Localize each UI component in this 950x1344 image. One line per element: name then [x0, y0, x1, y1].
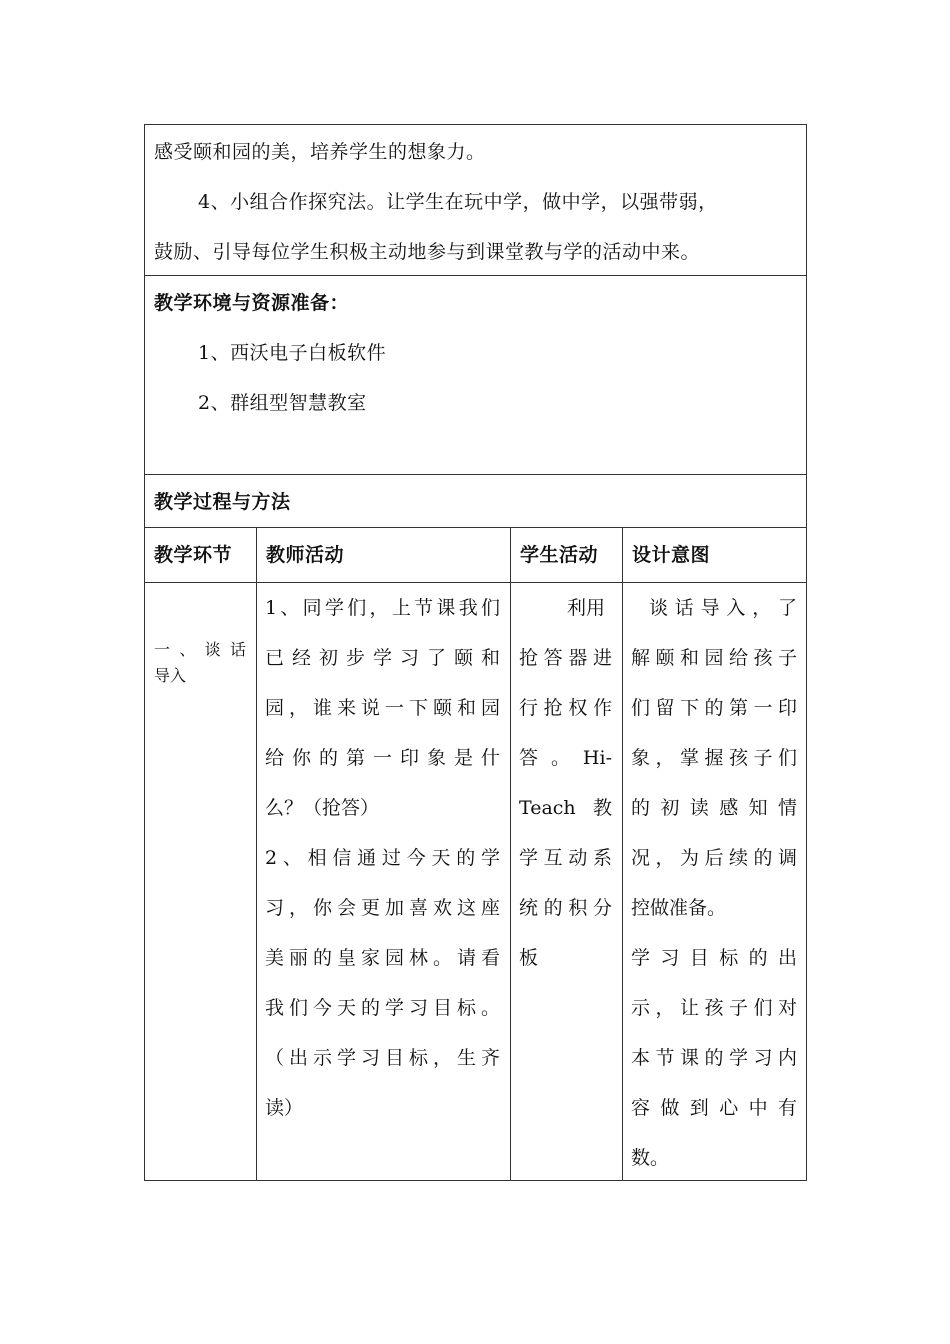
student-line: 板 [519, 947, 539, 969]
teacher-line: 读） [265, 1097, 304, 1119]
student-line: 利用 [567, 597, 606, 619]
teacher-line: 我们今天的学习目标。 [265, 997, 500, 1019]
teacher-line: 已经初步学习了颐和 [265, 647, 500, 669]
intent-line: 的初读感知情 [631, 797, 797, 819]
intent-line: 控做准备。 [631, 897, 727, 919]
intent-line: 本节课的学习内 [631, 1047, 797, 1069]
stage-line: 导入 [154, 666, 187, 685]
teacher-line: 美丽的皇家园林。请看 [265, 947, 500, 969]
methods-line-3: 鼓励、引导每位学生积极主动地参与到课堂教与学的活动中来。 [154, 241, 701, 263]
header-teacher: 教师活动 [266, 544, 345, 566]
header-stage: 教学环节 [154, 544, 233, 566]
intent-line: 况，为后续的调 [631, 847, 797, 869]
column-divider [510, 528, 511, 1180]
environment-heading: 教学环境与资源准备： [154, 292, 350, 314]
student-line: Teach 教 [519, 797, 612, 819]
methods-line-1: 感受颐和园的美，培养学生的想象力。 [154, 141, 486, 163]
methods-line-2: 4、小组合作探究法。让学生在玩中学，做中学，以强带弱， [198, 191, 718, 213]
student-line: 答。Hi- [519, 747, 612, 769]
column-divider [622, 528, 623, 1180]
intent-line: 象，掌握孩子们 [631, 747, 797, 769]
column-divider [256, 528, 257, 1180]
stage-cell [154, 637, 246, 689]
student-line: 统的积分 [519, 897, 612, 919]
intent-line: 容做到心中有 [631, 1097, 797, 1119]
teacher-line: （出示学习目标，生齐 [265, 1047, 500, 1069]
teacher-line: 园，谁来说一下颐和园 [265, 697, 500, 719]
teacher-line: 1、同学们，上节课我们 [265, 597, 500, 619]
header-student: 学生活动 [520, 544, 599, 566]
teacher-line: 2、相信通过今天的学 [265, 847, 500, 869]
student-activity-cell [519, 583, 612, 983]
teacher-line: 习，你会更加喜欢这座 [265, 897, 500, 919]
teacher-line: 给你的第一印象是什 [265, 747, 500, 769]
teacher-activity-cell [265, 583, 500, 1133]
intent-line: 示，让孩子们对 [631, 997, 797, 1019]
intent-line: 解颐和园给孩子 [631, 647, 797, 669]
environment-item-1: 1、西沃电子白板软件 [198, 342, 387, 364]
header-intent: 设计意图 [632, 544, 711, 566]
student-line: 学互动系 [519, 847, 612, 869]
intent-line: 学习目标的出 [631, 947, 797, 969]
teacher-line: 么？（抢答） [265, 797, 380, 819]
environment-item-2: 2、群组型智慧教室 [198, 392, 367, 414]
design-intent-cell [631, 583, 797, 1183]
intent-line: 数。 [631, 1147, 670, 1169]
intent-line: 谈话导入，了 [649, 597, 797, 619]
process-heading: 教学过程与方法 [154, 491, 291, 513]
student-line: 抢答器进 [519, 647, 612, 669]
stage-line: 一、谈话 [154, 640, 246, 659]
student-line: 行抢权作 [519, 697, 612, 719]
intent-line: 们留下的第一印 [631, 697, 797, 719]
